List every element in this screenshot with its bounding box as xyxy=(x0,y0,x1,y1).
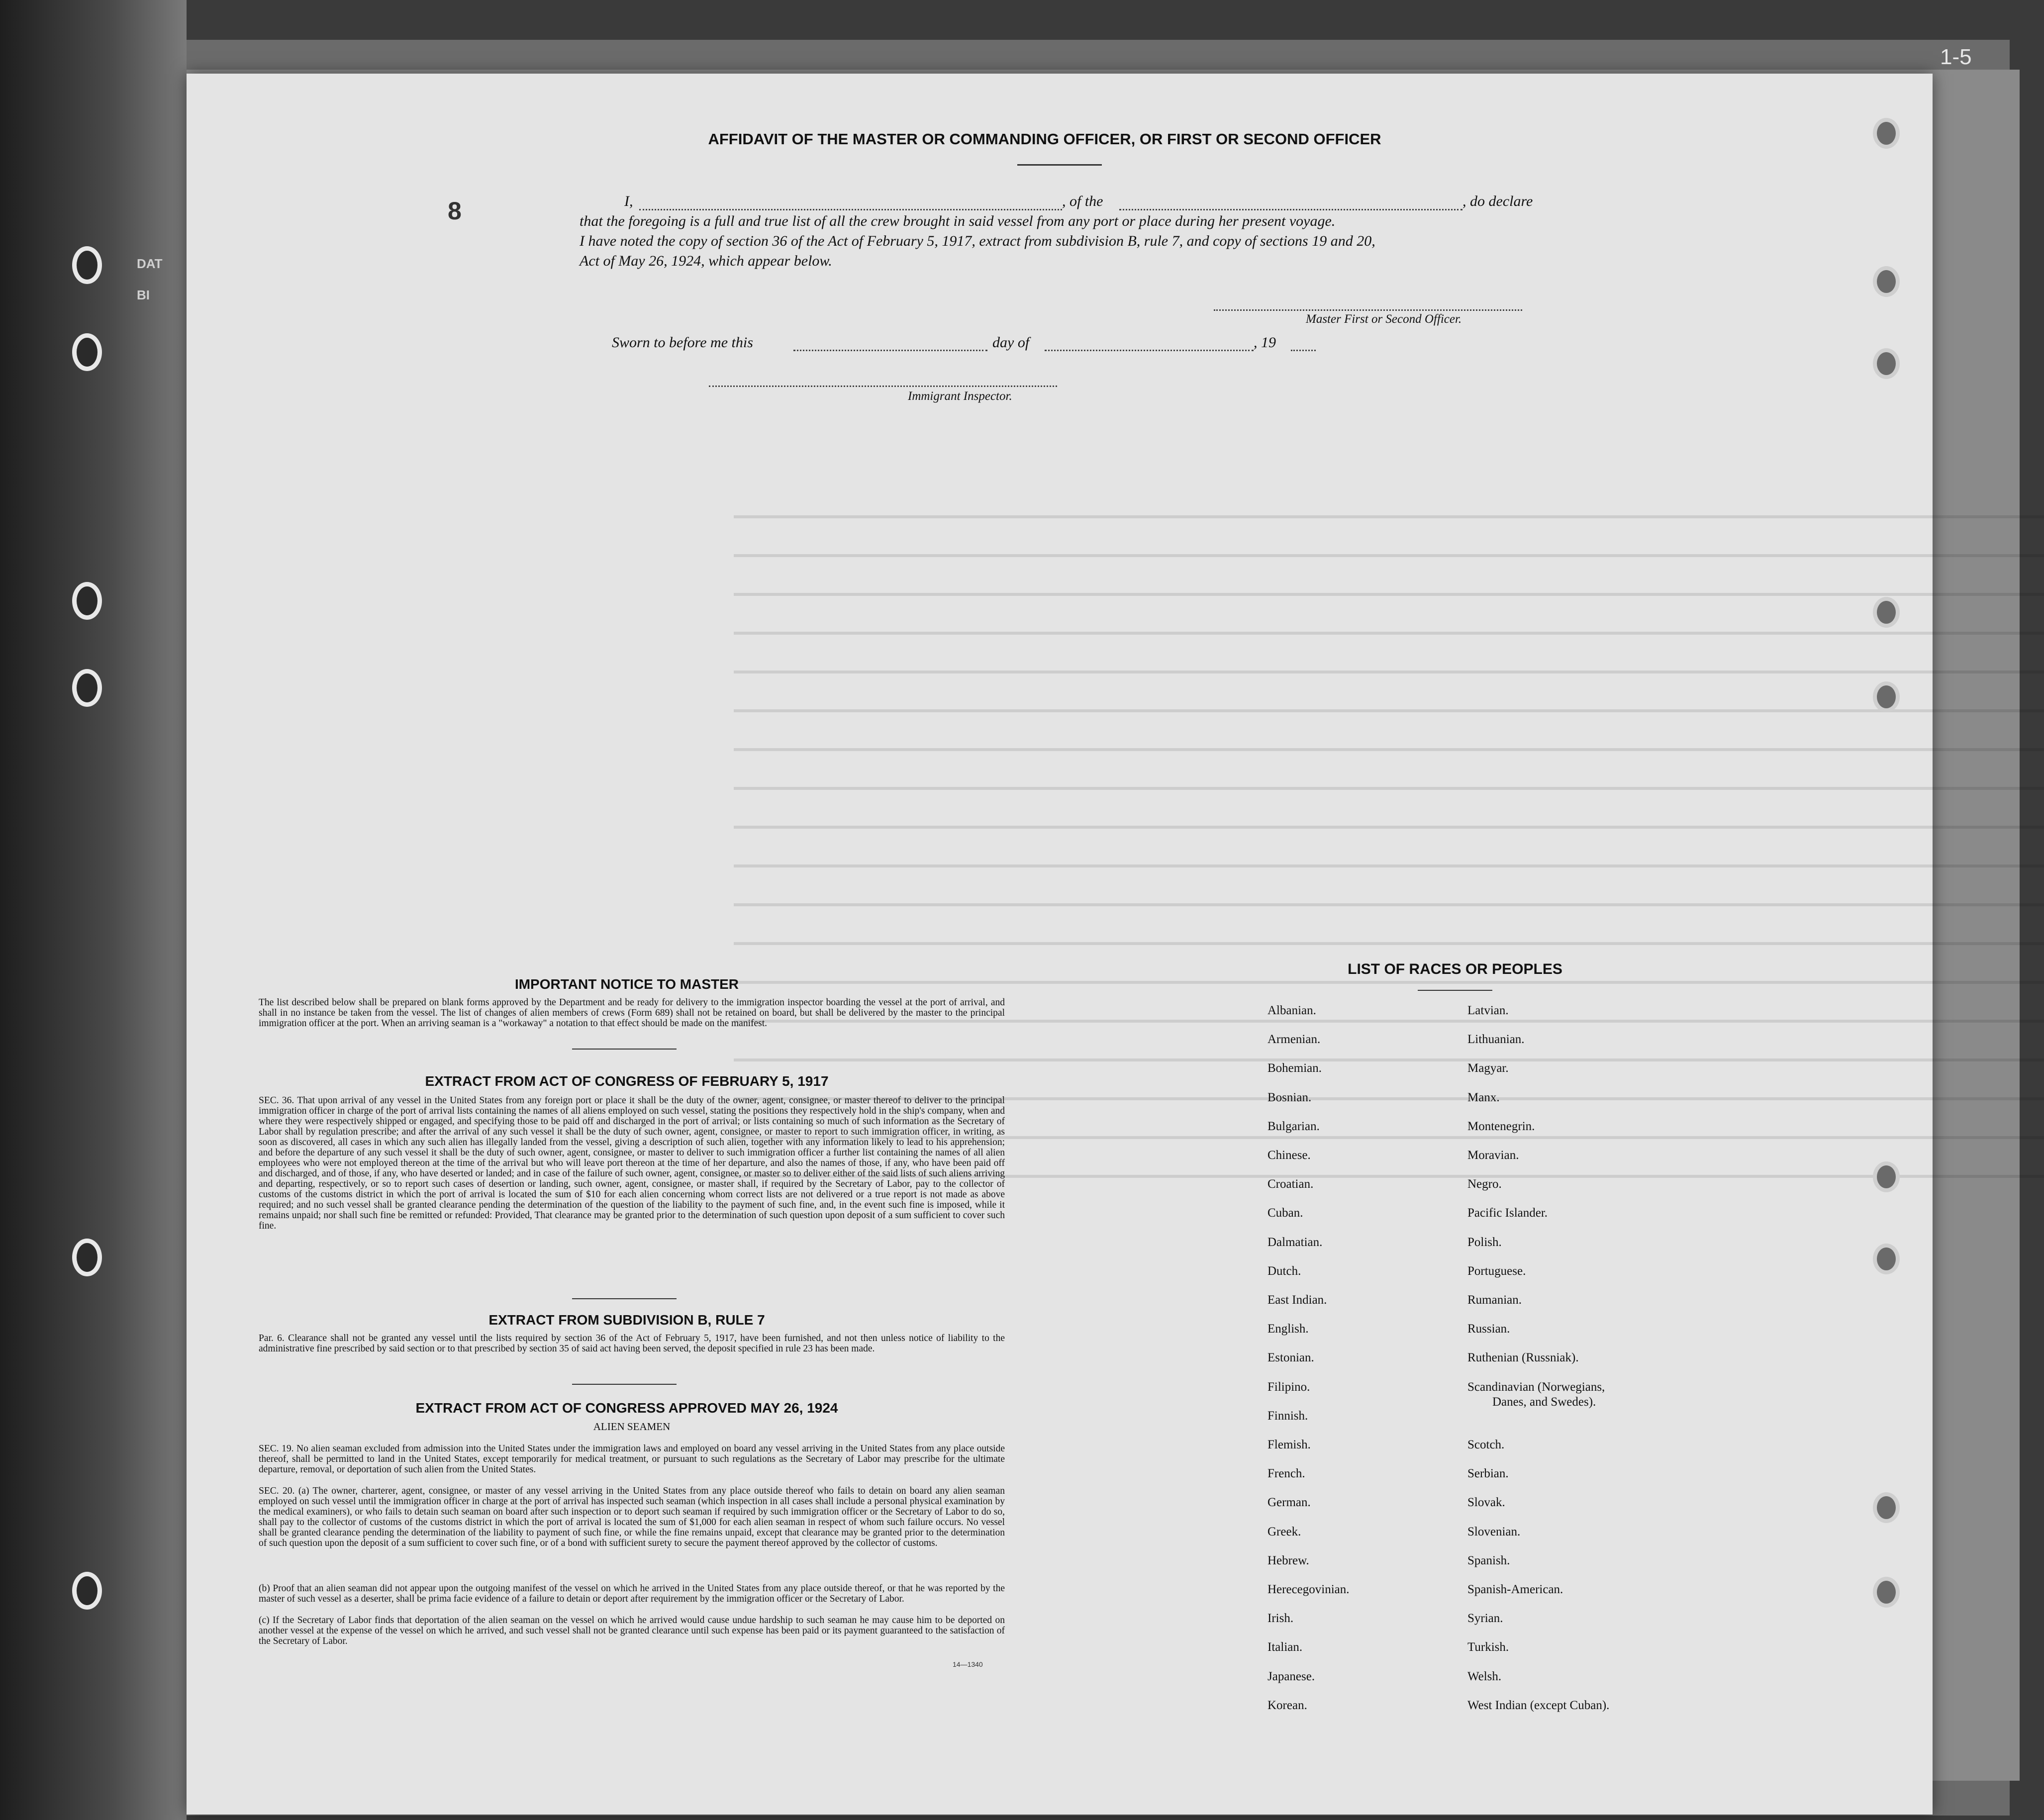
race-item: Estonian. xyxy=(1267,1351,1314,1365)
punch-hole-right xyxy=(1873,1244,1900,1274)
race-item: West Indian (except Cuban). xyxy=(1467,1698,1610,1712)
binder-hole xyxy=(72,1239,102,1276)
race-item: Lithuanian. xyxy=(1467,1033,1525,1047)
sworn-year-blank xyxy=(1291,350,1316,351)
race-item: Spanish-American. xyxy=(1467,1583,1563,1596)
sec20c-body: (c) If the Secretary of Labor finds that deportation of the alien seaman on the vessel on which he arrived would cause undue hardship to such seaman he may cause him to be deported on another vessel at the expense of the vessel on which he arrived, and such vessel shall not be granted clearance until such expense has been paid or its payment guaranteed to the satisfaction of the Secretary of Labor. xyxy=(259,1615,1005,1646)
affidavit-of-the: , of the xyxy=(1062,193,1103,209)
race-item: East Indian. xyxy=(1267,1293,1327,1307)
sworn-day-of: day of xyxy=(992,334,1030,351)
punch-hole-right xyxy=(1873,681,1900,712)
race-item: Herecegovinian. xyxy=(1267,1583,1350,1596)
race-item: Flemish. xyxy=(1267,1438,1311,1451)
extract-1917-body: SEC. 36. That upon arrival of any vessel in the United States from any foreign port or place it shall be the duty of the owner, agent, consignee, or master thereof to deliver to the principal immigration officer in charge of the port of arrival lists containing the names of all aliens employed on such vessel, stating the positions they respectively hold in the ship's company, when and where they were respectively shipped or engaged, and specifying those to be paid off and discharged in the port of arrival; or lists containing so much of such information as the Secretary of Labor shall by regulation prescribe; and after the arrival of any such vessel it shall be the duty of such owner, agent, consignee, or master to report to such immigration officer, in writing, as soon as discovered, all cases in which any such alien has illegally landed from the vessel, giving a description of such alien, together with any information likely to lead to his apprehension; and before the departure of any such vessel it shall be the duty of such owner, agent, consignee, or master to deliver to such immigration officer a further list containing the names of all alien employees who were not employed thereon at the time of the arrival but who will leave port thereon at the time of her departure, and also the names of those, if any, who have been paid off and discharged, and of those, if any, who have deserted or landed; and in case of the failure of such owner, agent, consignee, or master so to deliver either of the said lists of such aliens arriving and departing, respectively, or so to report such cases of desertion or landing, such owner, agent, consignee, or master shall, if required by the Secretary of Labor, pay to the collector of customs of the customs district in which the port of arrival is located the sum of $10 for each alien concerning whom correct lists are not delivered or a true report is not made as above required; and no such vessel shall be granted clearance pending the determination of the question of the liability to the payment of such fine, and, in the event such fine is imposed, while it remains unpaid; nor shall such fine be remitted or refunded: Provided, That clearance may be granted prior to the determination of such question upon deposit of a sum sufficient to cover such fine. xyxy=(259,1095,1005,1231)
race-item: French. xyxy=(1267,1467,1305,1481)
name-blank-line xyxy=(639,209,1062,210)
form-code: 14—1340 xyxy=(953,1660,983,1668)
race-item: Hebrew. xyxy=(1267,1553,1309,1567)
race-item: Montenegrin. xyxy=(1467,1119,1535,1133)
race-item: Slovenian. xyxy=(1467,1525,1521,1538)
punch-hole-right xyxy=(1873,1577,1900,1608)
extract-1924-title: EXTRACT FROM ACT OF CONGRESS APPROVED MAY 26, 1924 xyxy=(415,1400,838,1416)
race-item: Croatian. xyxy=(1267,1177,1314,1191)
binder-hole xyxy=(72,582,102,620)
affidavit-line2: that the foregoing is a full and true list of all the crew brought in said vessel from any port or place during her present voyage. xyxy=(580,213,1336,229)
race-item: English. xyxy=(1267,1322,1309,1336)
sworn-year: , 19 xyxy=(1254,334,1276,351)
punch-hole-right xyxy=(1873,1492,1900,1523)
affidavit-i: I, xyxy=(624,193,633,209)
section-rule xyxy=(572,1298,677,1299)
race-item: Rumanian. xyxy=(1467,1293,1522,1307)
affidavit-title: AFFIDAVIT OF THE MASTER OR COMMANDING OFFICER, OR FIRST OR SECOND OFFICER xyxy=(708,130,1381,148)
rule7-title: EXTRACT FROM SUBDIVISION B, RULE 7 xyxy=(488,1312,765,1328)
race-item: Filipino. xyxy=(1267,1380,1310,1394)
race-item: Turkish. xyxy=(1467,1640,1509,1654)
race-item: Manx. xyxy=(1467,1090,1500,1104)
race-item-continuation: Danes, and Swedes). xyxy=(1492,1395,1596,1409)
race-item: Ruthenian (Russniak). xyxy=(1467,1351,1579,1365)
race-item: Serbian. xyxy=(1467,1467,1509,1481)
race-item: Italian. xyxy=(1267,1640,1303,1654)
sworn-prefix: Sworn to before me this xyxy=(612,334,753,351)
race-item: Japanese. xyxy=(1267,1669,1315,1683)
signature-blank-line xyxy=(1214,309,1522,311)
corner-mark: 1-5 xyxy=(1940,45,1972,69)
race-item: Slovak. xyxy=(1467,1496,1505,1510)
alien-seamen-subtitle: ALIEN SEAMEN xyxy=(593,1421,671,1433)
sec20b-body: (b) Proof that an alien seaman did not appear upon the outgoing manifest of the vessel on which he arrived in the United States from any place outside thereof, or that he was reported by the master of such vessel as a deserter, shall be prima facie evidence of a failure to detain or deport after requirement by the immigration officer or the Secretary of Labor. xyxy=(259,1583,1005,1604)
title-rule xyxy=(1017,164,1102,166)
race-item: German. xyxy=(1267,1496,1311,1510)
sworn-day-blank xyxy=(793,350,987,351)
notice-title: IMPORTANT NOTICE TO MASTER xyxy=(514,976,739,992)
race-item: Bohemian. xyxy=(1267,1061,1322,1075)
vessel-blank-line xyxy=(1119,209,1462,210)
punch-hole-right xyxy=(1873,1161,1900,1192)
race-item: Moravian. xyxy=(1467,1149,1519,1162)
section-rule xyxy=(572,1384,677,1385)
race-item: Armenian. xyxy=(1267,1033,1321,1047)
affidavit-declare: , do declare xyxy=(1462,193,1533,209)
punch-hole-right xyxy=(1873,266,1900,297)
rule7-body: Par. 6. Clearance shall not be granted any vessel until the lists required by section 36 of the Act of February 5, 1917, have been furnished, and not then unless notice of liability to the administrative fine prescribed by said section or to that prescribed by section 35 of said act having been served, the deposit specified in rule 23 has been made. xyxy=(259,1333,1005,1354)
sec20a-body: SEC. 20. (a) The owner, charterer, agent, consignee, or master of any vessel arriving in the United States from any place outside thereof who fails to detain on board any alien seaman employed on such vessel until the immigration officer in charge at the port of arrival has inspected such seaman (which inspection in all cases shall include a personal physical examination by the medical examiners), or who fails to detain such seaman on board after such inspection or to deport such seaman if required by such immigration officer or the Secretary of Labor to do so, shall pay to the collector of customs of the customs district in which the port of arrival is located the sum of $1,000 for each alien seaman in respect of whom such failure occurs. No vessel shall be granted clearance pending the determination of the liability to payment of such fine, or while the fine remains unpaid, except that clearance may be granted prior to the determination of such question upon the deposit of a sum sufficient to cover such fine, or of a bond with sufficient surety to secure the payment thereof approved by the collector of customs. xyxy=(259,1486,1005,1548)
race-item: Syrian. xyxy=(1467,1612,1503,1626)
race-item: Chinese. xyxy=(1267,1149,1311,1162)
signature-label: Master First or Second Officer. xyxy=(1306,312,1462,326)
binder-hole xyxy=(72,669,102,707)
extract-1917-title: EXTRACT FROM ACT OF CONGRESS OF FEBRUARY 5, 1917 xyxy=(425,1073,829,1089)
race-item: Finnish. xyxy=(1267,1409,1308,1423)
race-item: Scandinavian (Norwegians, xyxy=(1467,1380,1605,1394)
races-title: LIST OF RACES OR PEOPLES xyxy=(1348,961,1562,977)
race-item: Magyar. xyxy=(1467,1061,1509,1075)
race-item: Albanian. xyxy=(1267,1004,1316,1017)
race-item: Negro. xyxy=(1467,1177,1502,1191)
inspector-label: Immigrant Inspector. xyxy=(908,389,1012,403)
affidavit-line3: I have noted the copy of section 36 of the Act of February 5, 1917, extract from subdivision B, rule 7, and copy of sections 19 and 20, xyxy=(580,233,1375,249)
race-item: Dalmatian. xyxy=(1267,1235,1323,1249)
left-label-dat: DAT xyxy=(137,256,163,271)
race-item: Cuban. xyxy=(1267,1206,1303,1220)
race-item: Scotch. xyxy=(1467,1438,1505,1451)
race-item: Portuguese. xyxy=(1467,1264,1526,1278)
affidavit-line4: Act of May 26, 1924, which appear below. xyxy=(580,253,832,269)
race-item: Korean. xyxy=(1267,1698,1307,1712)
punch-hole-right xyxy=(1873,348,1900,379)
binder-hole xyxy=(72,333,102,371)
sworn-month-blank xyxy=(1045,350,1254,351)
race-item: Welsh. xyxy=(1467,1669,1502,1683)
punch-hole-right xyxy=(1873,118,1900,149)
notice-body: The list described below shall be prepared on blank forms approved by the Department and be ready for delivery to the immigration inspector boarding the vessel at the port of arrival, and shall in no instance be taken from the vessel. The list of changes of alien members of crews (Form 689) shall not be retained on board, but shall be delivered by the master to the principal immigration officer at the port. When an arriving seaman is a "workaway" a notation to that effect should be made on the manifest. xyxy=(259,997,1005,1029)
race-item: Polish. xyxy=(1467,1235,1502,1249)
race-item: Greek. xyxy=(1267,1525,1301,1538)
form-page xyxy=(187,74,1933,1815)
inspector-blank-line xyxy=(709,385,1057,387)
races-rule xyxy=(1418,990,1492,991)
margin-number: 8 xyxy=(448,197,462,225)
race-item: Latvian. xyxy=(1467,1004,1509,1017)
left-label-bi: BI xyxy=(137,287,150,302)
race-item: Irish. xyxy=(1267,1612,1294,1626)
sec19-body: SEC. 19. No alien seaman excluded from admission into the United States under the immigration laws and employed on board any vessel arriving in the United States from any place outside thereof, shall be permitted to land in the United States, except temporarily for medical treatment, or pursuant to such regulations as the Secretary of Labor may prescribe for the ultimate departure, removal, or deportation of such alien from the United States. xyxy=(259,1443,1005,1475)
race-item: Pacific Islander. xyxy=(1467,1206,1548,1220)
binder-hole xyxy=(72,246,102,284)
binder-hole xyxy=(72,1572,102,1610)
race-item: Russian. xyxy=(1467,1322,1510,1336)
race-item: Spanish. xyxy=(1467,1553,1510,1567)
punch-hole-right xyxy=(1873,597,1900,628)
race-item: Bulgarian. xyxy=(1267,1119,1320,1133)
section-rule xyxy=(572,1049,677,1050)
race-item: Dutch. xyxy=(1267,1264,1301,1278)
race-item: Bosnian. xyxy=(1267,1090,1312,1104)
